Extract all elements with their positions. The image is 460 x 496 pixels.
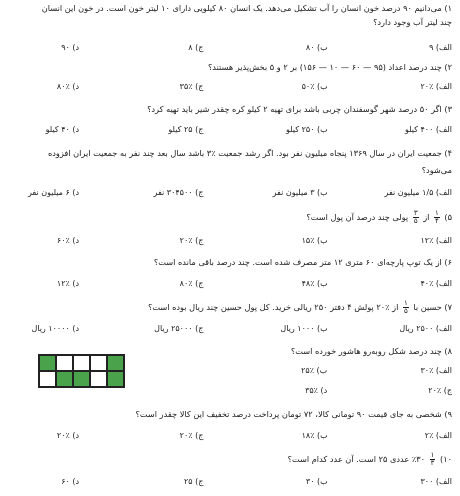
option-a[interactable]: الف) ۲۵۰۰ ریال <box>399 324 452 333</box>
question-number: ۴ <box>447 148 452 158</box>
question-4-options <box>8 188 452 200</box>
option-a[interactable]: الف) ۱/۵ میلیون نفر <box>384 188 452 197</box>
question-6-options <box>8 279 452 291</box>
question-9-options <box>8 431 452 443</box>
option-d[interactable]: د) ٪۶۰ <box>56 236 80 245</box>
option-b[interactable]: ب) ٪۱۵ <box>301 236 328 245</box>
question-text: شخصی به جای قیمت ۹۰ تومانی کالا، ۷۲ تومان پرداخت درصد تخفیف این کالا چقدر است؟ <box>135 409 442 419</box>
question-4: ۴) جمعیت ایران در سال ۱۳۶۹ پنجاه میلیون نفر بود. اگر رشد جمعیت ٪۳ باشد سال بعد چند نفر به جمعیت ایران افزوده <box>47 148 452 158</box>
question-text: ٪۳۰ <box>411 454 426 464</box>
option-d[interactable]: د) ٪۸۰ <box>56 82 80 91</box>
question-number: ۹ <box>447 409 452 419</box>
option-a[interactable]: الف) ۴۰۰ کیلو <box>404 125 452 134</box>
option-c[interactable]: ج) ٪۳۵ <box>179 82 204 91</box>
question-text: می‌شود؟ <box>421 165 452 175</box>
option-c[interactable]: ج) ٪۸۰ <box>179 279 204 288</box>
question-2: ۲) چند درصد اعداد (۹۵ — ۶۰ — ۱۰ — ۱۵۶) بر ۲ و ۵ بخش‌پذیر هستند؟ <box>207 62 452 72</box>
empty-cell <box>39 371 56 387</box>
question-text: چند درصد شکل روبه‌رو هاشور خورده است؟ <box>290 346 442 356</box>
option-b[interactable]: ب) ۳۰ <box>305 477 328 486</box>
question-3: ۳) اگر ۵۰ درصد شهر گوسفندان چربی باشد برای تهیه ۲ کیلو کره چقدر شیر باید تهیه کرد؟ <box>147 104 452 114</box>
fraction: $\frac{۱}{۴}$ <box>435 209 439 225</box>
option-c[interactable]: ج) ۲۵ <box>183 477 204 486</box>
question-3-options <box>8 125 452 137</box>
question-8: ۸) چند درصد شکل روبه‌رو هاشور خورده است؟ <box>290 346 452 356</box>
question-4-line2 <box>8 164 452 176</box>
option-d[interactable]: د) ۶۰ <box>61 477 80 486</box>
option-d[interactable]: د) ۶ میلیون نفر <box>27 188 80 197</box>
shaded-cell <box>56 371 73 387</box>
question-text: اگر ۵۰ درصد شهر گوسفندان چربی باشد برای تهیه ۲ کیلو کره چقدر شیر باید تهیه کرد؟ <box>147 104 442 114</box>
option-b[interactable]: ب) ٪۴۸ <box>301 279 328 288</box>
empty-cell <box>56 355 73 371</box>
option-c[interactable]: ج) ٪۲۰ <box>179 236 204 245</box>
shaded-cell <box>107 371 124 387</box>
option-c[interactable]: ج) ۲۵۰۰۰ ریال <box>154 324 204 333</box>
option-a[interactable]: الف) ٪۳۰ <box>420 366 452 375</box>
option-b[interactable]: ب) ٪۲۵ <box>301 366 328 375</box>
question-1-options <box>8 43 452 55</box>
question-number: ۷ <box>447 302 452 312</box>
question-number: ۱ <box>447 3 452 13</box>
shaded-cell <box>107 355 124 371</box>
shaded-cell <box>39 355 56 371</box>
question-number: ۱۰ <box>443 454 452 464</box>
empty-cell <box>90 371 107 387</box>
question-7-options <box>8 324 452 336</box>
question-number: ۸ <box>447 346 452 356</box>
question-number: ۳ <box>447 104 452 114</box>
option-d[interactable]: د) ٪۳۵ <box>305 386 328 395</box>
question-1: ۱) می‌دانیم ۹۰ درصد خون انسان را آب تشکیل می‌دهد. یک انسان ۸۰ کیلویی دارای ۱۰ لیتر خون است. در خون این انسان <box>41 3 452 13</box>
question-text: چند درصد اعداد (۹۵ — ۶۰ — ۱۰ — ۱۵۶) بر ۲ و ۵ بخش‌پذیر هستند؟ <box>207 62 442 72</box>
question-6: ۶) از یک توپ پارچه‌ای ۶۰ متری ۱۲ متر مصرف شده است. چند درصد باقی مانده است؟ <box>153 257 452 267</box>
bottom-fade <box>0 486 460 496</box>
question-5: ۵) $\frac{۱}{۴}$ از $\frac{۳}{۵}$ پولی چند درصد آن پول است؟ <box>306 209 452 225</box>
option-d[interactable]: د) ۹۰ <box>61 43 80 52</box>
option-c[interactable]: ج) ۲۵ کیلو <box>168 125 204 134</box>
option-a[interactable]: الف) ٪۲۰ <box>420 82 452 91</box>
question-text: از <box>423 212 430 222</box>
option-d[interactable]: د) ٪۱۲ <box>56 279 80 288</box>
question-number: ۵ <box>447 212 452 222</box>
option-d[interactable]: د) ٪۲۰ <box>56 431 80 440</box>
question-number: ۲ <box>447 62 452 72</box>
option-a[interactable]: الف) ۹ <box>429 43 452 52</box>
option-c[interactable]: ج) ٪۲۰ <box>428 386 452 395</box>
empty-cell <box>90 355 107 371</box>
option-b[interactable]: ب) ٪۱۸ <box>301 431 328 440</box>
option-a[interactable]: الف) ۳۰۰ <box>420 477 452 486</box>
option-b[interactable]: ب) ۳ میلیون نفر <box>272 188 328 197</box>
question-text: پولی چند درصد آن پول است؟ <box>306 212 409 222</box>
option-b[interactable]: ب) ۱۰۰۰ ریال <box>280 324 328 333</box>
shaded-cell <box>73 371 90 387</box>
shaded-shape-grid <box>38 354 125 388</box>
option-b[interactable]: ب) ٪۵۰ <box>301 82 328 91</box>
question-text: حسین با <box>413 302 442 312</box>
question-1-line2 <box>8 16 452 28</box>
question-text: جمعیت ایران در سال ۱۳۶۹ پنجاه میلیون نفر بود. اگر رشد جمعیت ٪۳ باشد سال بعد چند نفر به جمعیت ایران افزوده <box>47 148 442 158</box>
option-a[interactable]: الف) ٪۲ <box>424 431 452 440</box>
fraction: $\frac{۱}{۳}$ <box>430 451 435 467</box>
option-a[interactable]: الف) ٪۱۲ <box>420 236 452 245</box>
question-7: ۷) حسین با $\frac{۱}{۵}$ از ٪۲۰ پولش ۴ دفتر ۲۵۰ ریالی خرید. کل پول حسین چند ریال بوده است؟ <box>147 299 452 315</box>
option-d[interactable]: د) ۱۰۰۰۰ ریال <box>31 324 80 333</box>
question-number: ۶ <box>447 257 452 267</box>
fraction: $\frac{۳}{۵}$ <box>413 209 418 225</box>
empty-cell <box>73 355 90 371</box>
question-text: از ٪۲۰ پولش ۴ دفتر ۲۵۰ ریالی خرید. کل پول حسین چند ریال بوده است؟ <box>147 302 399 312</box>
option-c[interactable]: ج) ٪۲۰ <box>179 431 204 440</box>
fraction: $\frac{۱}{۵}$ <box>403 299 408 315</box>
question-text: می‌دانیم ۹۰ درصد خون انسان را آب تشکیل می‌دهد. یک انسان ۸۰ کیلویی دارای ۱۰ لیتر خون است. در خون این انسان <box>41 3 442 13</box>
option-a[interactable]: الف) ٪۴۰ <box>420 279 452 288</box>
question-8-options-row2 <box>140 386 452 398</box>
question-text: از یک توپ پارچه‌ای ۶۰ متری ۱۲ متر مصرف شده است. چند درصد باقی مانده است؟ <box>153 257 442 267</box>
question-text: چند لیتر آب وجود دارد؟ <box>373 17 452 27</box>
option-b[interactable]: ب) ۸۰ <box>305 43 328 52</box>
question-8-options-row1 <box>140 366 452 378</box>
option-d[interactable]: د) ۴۰ کیلو <box>45 125 80 134</box>
option-c[interactable]: ج) ۸ <box>188 43 204 52</box>
question-text: عددی ۲۵ است. آن عدد کدام است؟ <box>287 454 410 464</box>
question-10: ۱۰) $\frac{۱}{۳}$ ٪۳۰ عددی ۲۵ است. آن عدد کدام است؟ <box>287 451 452 467</box>
question-5-options <box>8 236 452 248</box>
option-b[interactable]: ب) ۲۵۰ کیلو <box>286 125 328 134</box>
question-9: ۹) شخصی به جای قیمت ۹۰ تومانی کالا، ۷۲ تومان پرداخت درصد تخفیف این کالا چقدر است؟ <box>135 409 452 419</box>
option-c[interactable]: ج) ۳۰۴۵۰۰ نفر <box>153 188 204 197</box>
question-2-options <box>8 82 452 94</box>
